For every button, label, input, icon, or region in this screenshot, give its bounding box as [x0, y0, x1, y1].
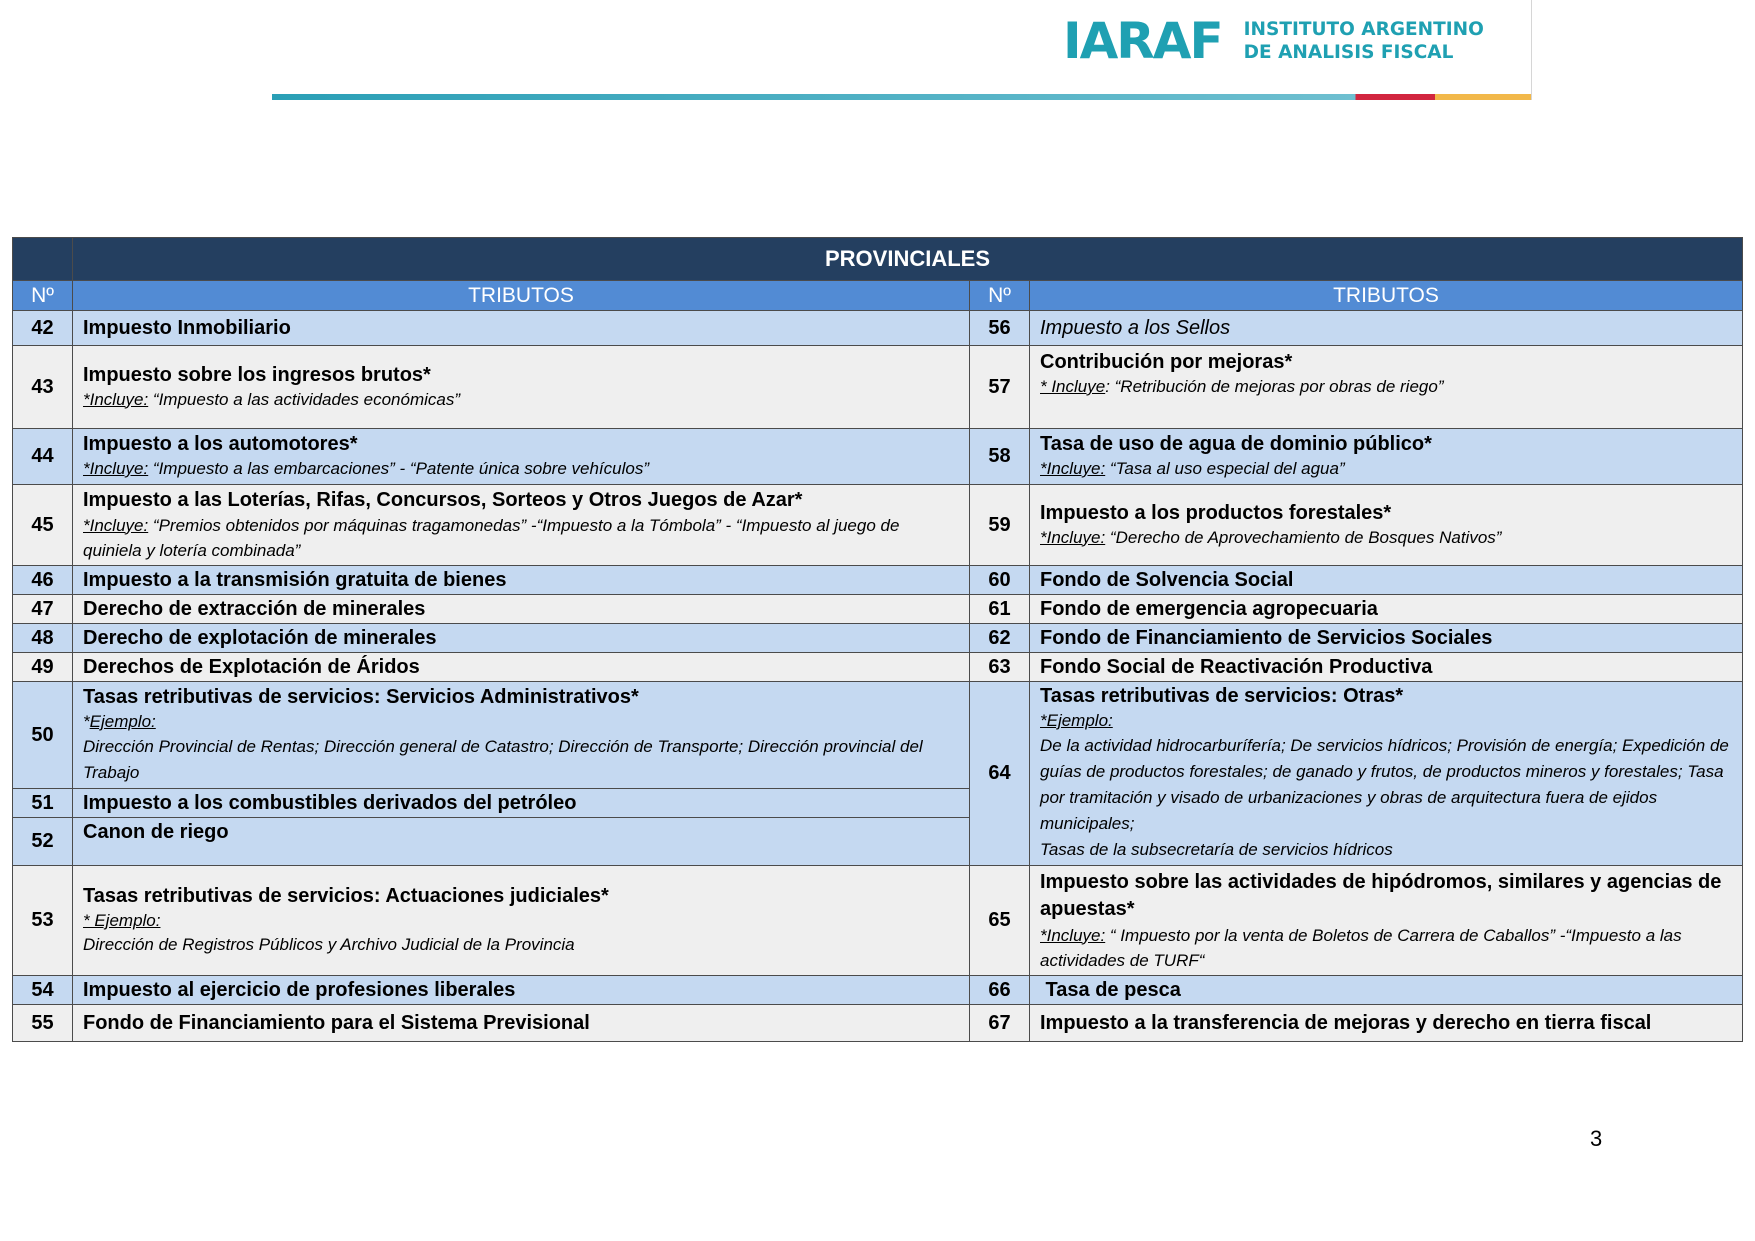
tributo-cell: [73, 624, 970, 653]
tributo-note: [1040, 457, 1732, 481]
row-number: 51: [13, 789, 73, 818]
tributo-cell: [1030, 566, 1743, 595]
row-number: 45: [13, 485, 73, 566]
logo-line-2: DE ANALISIS FISCAL: [1243, 42, 1454, 63]
row-number: 55: [13, 1005, 73, 1042]
note-label: *Incluye:: [1040, 459, 1106, 478]
tributo-cell: [1030, 976, 1743, 1005]
tributo-title: Fondo de emergencia agropecuaria: [1040, 597, 1378, 620]
tributo-cell: [73, 866, 970, 976]
tributo-note: Tasas de la subsecretaría de servicios hídricos: [1040, 840, 1393, 859]
row-number: 52: [13, 818, 73, 866]
tributo-cell: [1030, 624, 1743, 653]
note-text: “Premios obtenidos por máquinas tragamonedas” -“Impuesto a la Tómbola” - “Impuesto al juego de quiniela y lotería combinada”: [83, 515, 900, 560]
tributo-cell: [73, 1005, 970, 1042]
tributo-title: Impuesto a los automotores*: [83, 433, 358, 455]
tributo-cell: [1030, 1005, 1743, 1042]
tributo-title: Tasas retributivas de servicios: Servicios Administrativos*: [83, 685, 639, 708]
tributo-note: [83, 388, 959, 412]
tributo-note-label: [83, 909, 959, 933]
tributo-cell: [1030, 429, 1743, 485]
note-prefix: *: [83, 711, 90, 731]
table-row: [13, 1005, 1743, 1042]
tributo-note: [83, 513, 959, 563]
note-text: “Impuesto a las actividades económicas”: [148, 389, 461, 409]
tributo-cell: [73, 653, 970, 682]
row-number: 42: [13, 311, 73, 346]
tributo-cell: [73, 818, 970, 866]
tributo-note: [1040, 526, 1732, 550]
tributo-title: Fondo de Financiamiento de Servicios Sociales: [1040, 626, 1493, 649]
tributo-note: [83, 457, 959, 481]
tributo-title: Impuesto a los productos forestales*: [1040, 501, 1392, 524]
tributo-title: Tasa de pesca: [1040, 978, 1181, 1001]
logo-text: [1244, 18, 1484, 64]
row-number: 49: [13, 653, 73, 682]
tributo-note: [1040, 923, 1732, 973]
col-header-num: Nº: [13, 281, 73, 311]
iaraf-logo: [1063, 12, 1484, 70]
tributo-cell: [1030, 346, 1743, 429]
tributo-cell: [1030, 485, 1743, 566]
tributo-cell: [73, 682, 970, 789]
table-row: [13, 346, 1743, 429]
table-row: [13, 653, 1743, 682]
note-label: *Incluye:: [1040, 925, 1106, 945]
tributo-note-label: [1040, 709, 1732, 733]
tributo-note: Dirección Provincial de Rentas; Dirección general de Catastro; Dirección de Transporte; Dirección provincial del Trabajo: [83, 736, 923, 782]
col-header-tributos: TRIBUTOS: [1030, 281, 1743, 311]
table-row: [13, 566, 1743, 595]
tributo-title: Impuesto Inmobiliario: [83, 316, 291, 339]
table-row: [13, 976, 1743, 1005]
page-header: [0, 0, 1755, 105]
row-number: 43: [13, 346, 73, 429]
row-number: 50: [13, 682, 73, 789]
tributo-title: Impuesto a la transferencia de mejoras y derecho en tierra fiscal: [1040, 1011, 1652, 1034]
tributo-title: Tasas retributivas de servicios: Otras*: [1040, 685, 1404, 707]
note-label: Ejemplo:: [89, 711, 156, 731]
row-number: 62: [970, 624, 1030, 653]
row-number: 44: [13, 429, 73, 485]
tributo-cell: [73, 566, 970, 595]
note-label: * Ejemplo:: [83, 911, 161, 930]
col-header-tributos: TRIBUTOS: [73, 281, 970, 311]
tributo-cell: [73, 311, 970, 346]
table-row: [13, 485, 1743, 566]
row-number: 64: [970, 682, 1030, 866]
tributo-cell: [73, 346, 970, 429]
row-number: 54: [13, 976, 73, 1005]
tributo-cell: [73, 485, 970, 566]
tributo-title: Derecho de explotación de minerales: [83, 626, 437, 649]
row-number: 57: [970, 346, 1030, 429]
provinciales-table: [12, 237, 1743, 1042]
row-number: 66: [970, 976, 1030, 1005]
note-text: “Impuesto a las embarcaciones” - “Patente única sobre vehículos”: [148, 459, 649, 478]
tributo-cell: [73, 595, 970, 624]
col-header-num: Nº: [970, 281, 1030, 311]
row-number: 46: [13, 566, 73, 595]
tributo-cell: [1030, 653, 1743, 682]
tributo-title: Fondo de Financiamiento para el Sistema Previsional: [83, 1011, 590, 1034]
row-number: 53: [13, 866, 73, 976]
table-row: [13, 866, 1743, 976]
tributo-title: Tasas retributivas de servicios: Actuaciones judiciales*: [83, 885, 609, 907]
tributo-title: Derechos de Explotación de Áridos: [83, 655, 420, 678]
tributo-note: De la actividad hidrocarburífería; De servicios hídricos; Provisión de energía; Expedición de guías de productos forestales; de ganado y frutos, de productos mineros y forestales; Tasa por tramitación y visado de urbanizaciones y obras de arquitectura fuera de ejidos municipales;: [1040, 736, 1729, 833]
note-text: : “Retribución de mejoras por obras de riego”: [1105, 377, 1444, 396]
row-number: 63: [970, 653, 1030, 682]
tributo-title: Impuesto a los combustibles derivados del petróleo: [83, 791, 577, 814]
note-label: *Incluye:: [83, 459, 149, 478]
row-number: 47: [13, 595, 73, 624]
tributo-cell: [1030, 311, 1743, 346]
note-text: “ Impuesto por la venta de Boletos de Carrera de Caballos” -“Impuesto a las actividades de TURF“: [1040, 925, 1682, 970]
tributo-note-label: [83, 710, 959, 734]
row-number: 56: [970, 311, 1030, 346]
tributo-title: Impuesto a las Loterías, Rifas, Concursos, Sorteos y Otros Juegos de Azar*: [83, 488, 803, 511]
note-label: *Ejemplo:: [1040, 711, 1113, 730]
note-label: * Incluye: [1040, 377, 1106, 396]
tributo-title: Fondo de Solvencia Social: [1040, 568, 1294, 591]
note-label: *Incluye:: [83, 389, 149, 409]
logo-mark: IARAF: [1063, 12, 1222, 70]
tributo-note: [1040, 375, 1732, 399]
tributo-cell: [73, 976, 970, 1005]
table-row: [13, 624, 1743, 653]
tributo-title: Impuesto sobre los ingresos brutos*: [83, 363, 431, 386]
tributo-note: Dirección de Registros Públicos y Archivo Judicial de la Provincia: [83, 935, 575, 954]
header-color-rule: [272, 94, 1532, 100]
tributo-title: Tasa de uso de agua de dominio público*: [1040, 433, 1432, 455]
table-row: [13, 311, 1743, 346]
header-divider: [1531, 0, 1532, 100]
tributo-cell: [1030, 682, 1743, 866]
note-text: “Derecho de Aprovechamiento de Bosques Nativos”: [1105, 527, 1502, 547]
note-label: *Incluye:: [1040, 527, 1106, 547]
row-number: 48: [13, 624, 73, 653]
table-row: [13, 429, 1743, 485]
tributo-title: Derecho de extracción de minerales: [83, 597, 426, 620]
tributo-title: Impuesto sobre las actividades de hipódromos, similares y agencias de apuestas*: [1040, 870, 1722, 920]
tributo-title: Fondo Social de Reactivación Productiva: [1040, 655, 1433, 678]
tributo-title: Canon de riego: [83, 821, 229, 843]
tributo-cell: [1030, 866, 1743, 976]
note-label: *Incluye:: [83, 515, 149, 535]
tributo-title: Impuesto a los Sellos: [1040, 316, 1231, 339]
row-number: 59: [970, 485, 1030, 566]
table-row: [13, 595, 1743, 624]
tributo-cell: [1030, 595, 1743, 624]
tributo-cell: [73, 789, 970, 818]
tributo-cell: [73, 429, 970, 485]
table-row: [13, 682, 1743, 789]
row-number: 61: [970, 595, 1030, 624]
tributo-title: Impuesto a la transmisión gratuita de bienes: [83, 568, 507, 591]
row-number: 58: [970, 429, 1030, 485]
row-number: 60: [970, 566, 1030, 595]
tributo-title: Impuesto al ejercicio de profesiones liberales: [83, 978, 516, 1001]
table-title: PROVINCIALES: [73, 238, 1743, 281]
logo-line-1: INSTITUTO ARGENTINO: [1243, 19, 1484, 40]
page-number: 3: [1590, 1126, 1603, 1151]
corner-cell: [13, 238, 73, 281]
note-text: “Tasa al uso especial del agua”: [1105, 459, 1345, 478]
tributo-title: Contribución por mejoras*: [1040, 351, 1293, 373]
row-number: 67: [970, 1005, 1030, 1042]
row-number: 65: [970, 866, 1030, 976]
